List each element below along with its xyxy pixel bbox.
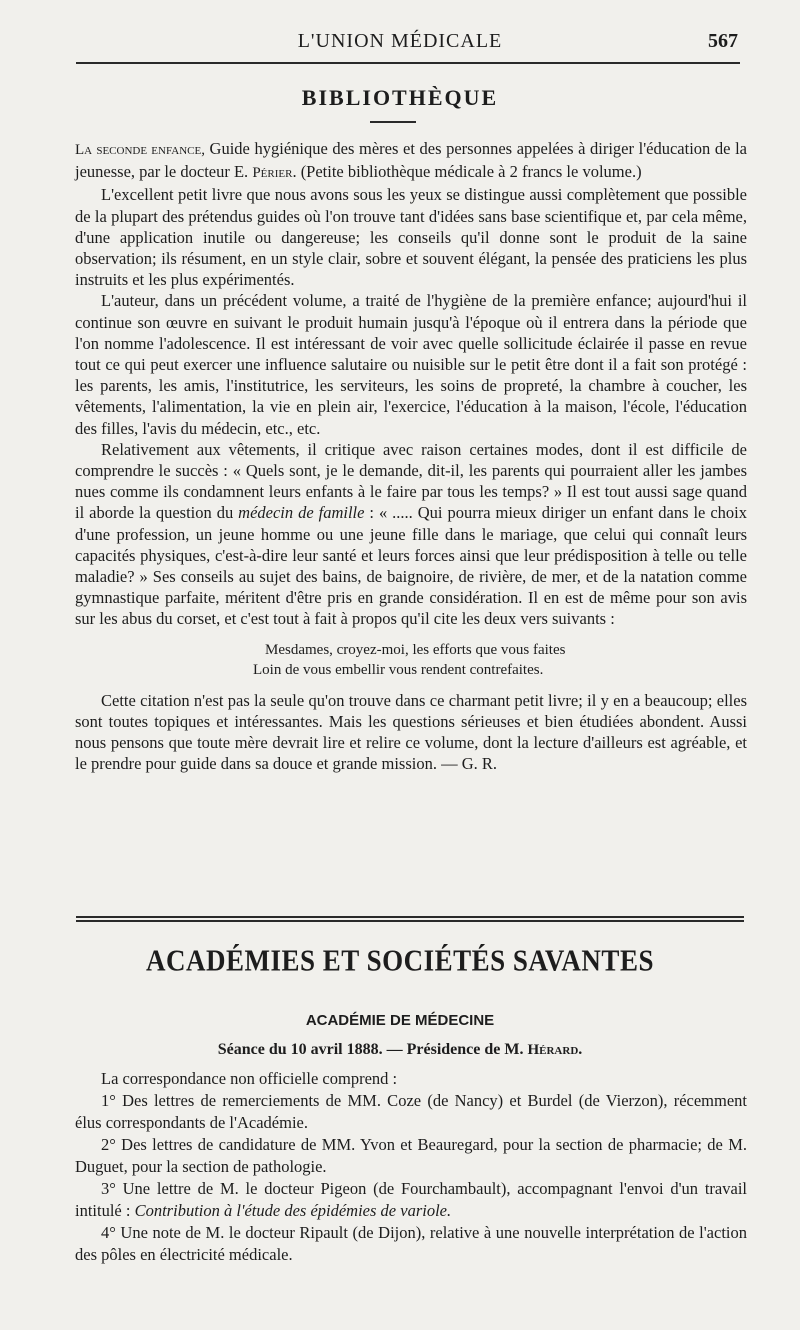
book-publication: . (Petite bibliothèque médicale à 2 francs le volume.) — [292, 162, 642, 182]
review-paragraph-2: L'auteur, dans un précédent volume, a traité de l'hygiène de la première enfance; aujourd'hui il continue son œuvre en suivant le produit humain jusqu'à l'époque où il entrera dans la période que l'on nomme l'adolescence. Il est intéressant de voir avec quelle sollicitude éclairée il passe en revue tout ce qui peut exercer une influence salutaire ou nuisible sur le petit être dont il a fait son protégé : les parents, les amis, l'institutrice, les serviteurs, les soins de propreté, la chambre à coucher, les vêtements, l'alimentation, la vie en plein air, l'exercice, l'éducation à la maison, l'école, l'éducation des filles, l'avis du médecin, etc., etc. — [75, 291, 747, 438]
seance-suffix: . — [578, 1041, 583, 1058]
seance-heading — [0, 1041, 800, 1059]
academie-heading: ACADÉMIE DE MÉDECINE — [305, 1012, 495, 1029]
correspondance-list — [75, 1068, 747, 1266]
book-reference — [75, 138, 747, 184]
bibliotheque-body — [75, 138, 747, 774]
correspondance-intro: La correspondance non officielle comprend : — [101, 1069, 398, 1088]
running-header — [0, 30, 800, 60]
section-title-rule — [370, 121, 416, 123]
review-paragraph-3-start: Relativement aux vêtements, il critique avec raison certaines modes, dont il est difficile de comprendre le succès : « Quels sont, je le demande, dit-il, les parents qui pourraient aller les jambes nues comme ils condamnent leurs enfants à le faire par tous les temps? » Il est tout aussi sage quand il aborde la question du — [75, 439, 747, 523]
verse-line-1: Mesdames, croyez-moi, les efforts que vous faites — [265, 641, 566, 658]
correspondance-item-2: 2° Des lettres de candidature de MM. Yvon et Beauregard, pour la section de pharmacie; de M. Duguet, pour la section de pathologie. — [75, 1135, 747, 1176]
section-title-academies: ACADÉMIES ET SOCIÉTÉS SAVANTES — [146, 942, 654, 978]
book-author: Périer — [252, 165, 293, 182]
book-title: La seconde enfance, — [75, 142, 205, 158]
medecin-de-famille: médecin de famille — [238, 503, 365, 523]
review-paragraph-4: Cette citation n'est pas la seule qu'on trouve dans ce charmant petit livre; il y en a beaucoup; elles sont toutes topiques et intéressantes. Mais les questions sérieuses et bien étudiées abondent. Aussi nous pensons que toute mère devrait lire et relire ce volume, dont la lecture d'ailleurs est agréable, et le prendre pour guide dans sa douce et grande mission. — G. R. — [75, 690, 747, 774]
page-number: 567 — [708, 30, 738, 52]
seance-president: Hérard — [527, 1042, 579, 1058]
book-description: Guide hygiénique des mères et des personnes appelées à diriger l'éducation de la jeunesse, par le docteur E. — [75, 139, 747, 182]
correspondance-item-1: 1° Des lettres de remerciements de MM. Coze (de Nancy) et Burdel (de Vierzon), récemment élus correspondants de l'Académie. — [75, 1091, 747, 1132]
review-paragraph-3 — [75, 439, 747, 630]
journal-title: L'UNION MÉDICALE — [297, 30, 503, 52]
section-title-bibliotheque: BIBLIOTHÈQUE — [301, 85, 499, 110]
review-paragraph-3-end: : « ..... Qui pourra mieux diriger un enfant dans le choix d'une profession, un jeune homme ou une jeune fille dans le mariage, que celui qui connaît leurs capacités physiques, c'est-à-dire leur santé et leurs forces ainsi que leur prédisposition à telle ou telle maladie? » Ses conseils au sujet des bains, de baignoire, de rivière, de mer, et de la natation comme gymnastique parfaite, méritent d'être pris en grande considération. Il en est de même pour son avis sur les abus du corset, et c'est tout à fait à propos qu'il cite les deux vers suivants : — [75, 503, 747, 629]
correspondance-item-3-text: 3° Une lettre de M. le docteur Pigeon (de Fourchambault), accompagnant l'envoi d'un travail intitulé : — [75, 1179, 747, 1220]
correspondance-item-3 — [75, 1178, 747, 1222]
correspondance-item-4: 4° Une note de M. le docteur Ripault (de Dijon), relative à une nouvelle interprétation de l'action des pôles en électricité médicale. — [75, 1223, 747, 1264]
verse-line-2: Loin de vous embellir vous rendent contrefaites. — [253, 661, 544, 678]
review-paragraph-1: L'excellent petit livre que nous avons sous les yeux se distingue aussi complètement que possible de la plupart des prétendus guides où l'on trouve tant d'idées sans base scientifique et, par cela même, d'une application inutile ou dangereuse; les conseils qu'il donne sont le produit de la saine observation; ils résument, en un style clair, sobre et souvent élégant, la pensée des praticiens les plus instruits et les plus expérimentés. — [75, 185, 747, 290]
double-rule-divider — [76, 916, 744, 922]
header-rule — [76, 62, 740, 64]
seance-date: Séance du 10 avril 1888. — Présidence de M. — [217, 1041, 528, 1058]
verse-quote — [75, 640, 747, 680]
correspondance-item-3-title: Contribution à l'étude des épidémies de variole. — [134, 1201, 452, 1220]
